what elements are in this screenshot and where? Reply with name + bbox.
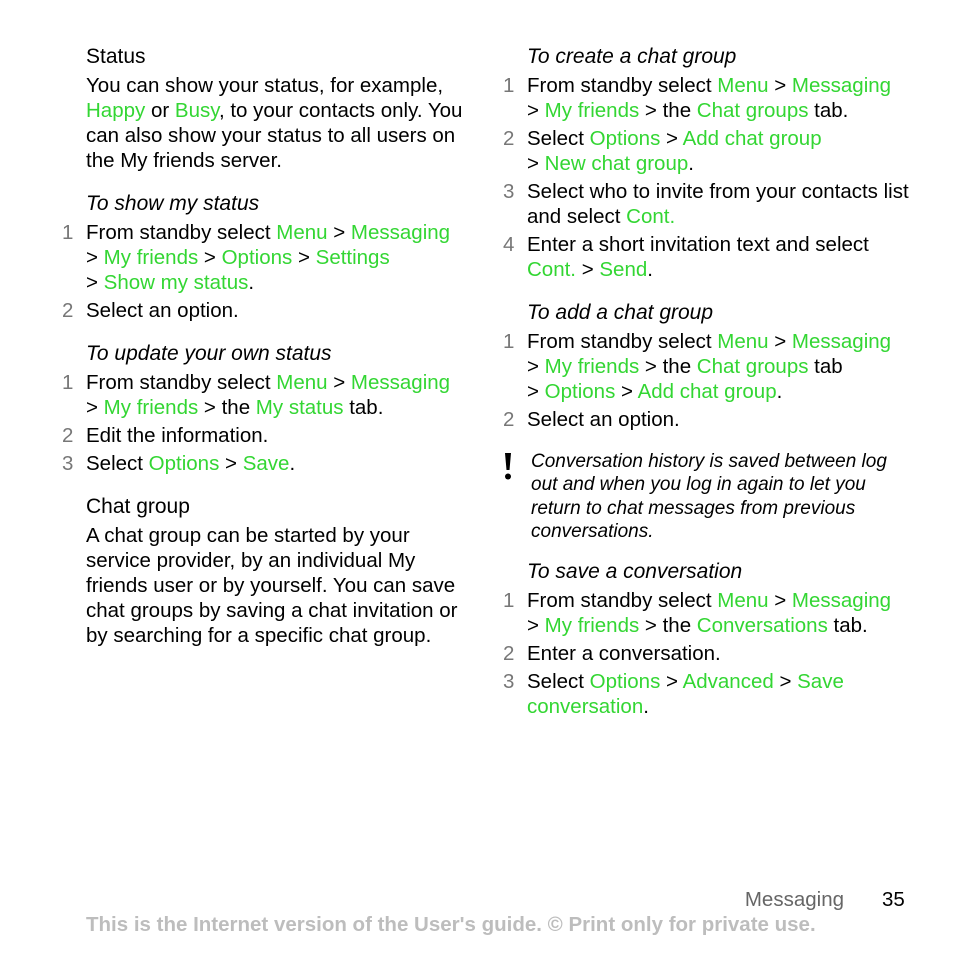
menu-path: Options [544,380,616,403]
menu-path: Chat groups [696,99,809,122]
menu-path: Messaging [791,330,892,353]
menu-path: Add chat group [682,127,822,150]
separator: > [660,127,683,150]
text: > the [639,355,697,378]
text: tab [808,355,843,378]
text: . [643,695,649,719]
text: . [647,258,653,281]
busy-link: Busy [174,99,219,122]
menu-path: Menu [276,371,328,394]
menu-path: Menu [276,221,328,244]
text: From standby select [527,589,718,613]
step [62,370,466,420]
separator: > [327,221,351,244]
text: From standby select [86,371,277,394]
separator: > [768,589,792,613]
menu-path: Cont. [626,205,676,228]
menu-path: Menu [717,330,769,353]
footer-disclaimer: This is the Internet version of the User's guide. © Print only for private use. [86,913,816,936]
separator: > [660,670,683,694]
menu-path: Show my status [103,271,249,294]
text: Select [527,670,590,694]
text: From standby select [527,74,718,97]
step-number: 1 [62,371,74,394]
add-group-section [503,300,917,432]
separator: > [327,371,351,394]
text: tab. [343,396,384,419]
step-number: 1 [503,74,515,97]
status-heading: Status [86,45,146,68]
step [503,126,917,176]
separator: > [527,380,545,403]
step-number: 2 [503,408,515,431]
create-group-steps [503,73,917,282]
separator: > [198,246,222,269]
menu-path: My friends [103,246,199,269]
step [62,451,466,476]
page-number: 35 [882,888,905,911]
step-number: 3 [503,180,515,203]
text: Select [86,452,149,475]
separator: > [527,99,545,122]
text: tab. [827,614,868,638]
update-status-section [62,341,466,476]
show-status-section [62,191,466,323]
text: Enter a short invitation text and select [527,233,869,256]
separator: > [292,246,316,269]
step [62,298,466,323]
menu-path: Settings [315,246,390,269]
create-group-title: To create a chat group [527,45,737,68]
text: Select an option. [527,408,680,431]
text: Select who to invite from your contacts list and select [527,180,909,228]
step [62,423,466,448]
footer-section-name: Messaging [744,888,844,911]
step-number: 2 [503,127,515,150]
menu-path: Save conversation [527,670,844,719]
menu-path: Messaging [350,371,451,394]
status-section [86,44,466,173]
separator: > [527,355,545,378]
step [503,73,917,123]
menu-path: My status [255,396,344,419]
menu-path: Conversations [696,614,828,638]
step [503,641,917,666]
separator: > [768,330,792,353]
text: . [289,452,296,475]
create-group-section [503,44,917,282]
note-box [531,450,917,543]
step-number: 3 [62,452,74,475]
step [503,329,917,404]
add-group-steps [503,329,917,432]
text: > the [639,99,697,122]
separator: > [576,258,600,281]
step-number: 4 [503,233,515,256]
menu-path: My friends [544,614,640,638]
step [62,220,466,295]
menu-path: My friends [103,396,199,419]
text: > the [198,396,256,419]
step [503,232,917,282]
step-number: 2 [62,299,74,322]
menu-path: Options [589,127,661,150]
text: Select [527,127,590,150]
text: Edit the information. [86,424,269,447]
show-status-steps [62,220,466,323]
text: Enter a conversation. [527,642,721,666]
text: You can show your status, for example, [86,74,444,97]
save-conversation-section [503,559,917,719]
separator: > [527,152,545,175]
text: > the [639,614,697,638]
step-number: 1 [503,589,515,613]
menu-path: Options [221,246,293,269]
save-conversation-steps [503,588,917,719]
chat-group-section [86,494,466,648]
text: or [145,99,175,122]
status-paragraph [86,73,466,173]
step-number: 1 [503,330,515,353]
step-number: 2 [503,642,515,666]
update-status-steps [62,370,466,476]
separator: > [773,670,798,694]
exclamation-icon [503,453,513,481]
chat-group-paragraph: A chat group can be started by your service provider, by an individual My friends user or by yourself. You can save chat groups by saving a chat invitation or by searching for a specific chat group. [86,524,458,647]
text: From standby select [86,221,277,244]
separator: > [768,74,792,97]
text: tab. [808,99,849,122]
menu-path: My friends [544,355,640,378]
left-column [62,44,466,666]
text: . [248,271,255,294]
menu-path: Options [148,452,220,475]
separator: > [86,246,104,269]
menu-path: Menu [717,589,769,613]
chat-group-heading: Chat group [86,495,190,518]
show-status-title: To show my status [86,192,260,215]
save-conversation-title: To save a conversation [527,560,743,584]
text: . [688,152,694,175]
menu-path: Cont. [527,258,576,281]
menu-path: Messaging [791,589,892,613]
separator: > [219,452,243,475]
menu-path: Send [599,258,648,281]
menu-path: Messaging [350,221,451,244]
text: Select an option. [86,299,239,322]
menu-path: Advanced [682,670,774,694]
menu-path: Options [589,670,661,694]
happy-link: Happy [86,99,146,122]
text: From standby select [527,330,718,353]
menu-path: New chat group [544,152,689,175]
separator: > [86,396,104,419]
menu-path: Chat groups [696,355,809,378]
step-number: 2 [62,424,74,447]
step-number: 1 [62,221,74,244]
separator: > [86,271,104,294]
menu-path: Menu [717,74,769,97]
menu-path: My friends [544,99,640,122]
update-status-title: To update your own status [86,342,332,365]
separator: > [615,380,638,403]
step-number: 3 [503,670,515,694]
add-group-title: To add a chat group [527,301,714,324]
right-column [503,44,917,737]
step [503,588,917,638]
text: , to your contacts only. You can also show your status to all users on the My friends server. [86,99,463,172]
step [503,407,917,432]
menu-path: Save [242,452,290,475]
menu-path: Add chat group [637,380,777,403]
menu-path: Messaging [791,74,892,97]
step [503,669,917,719]
text: . [776,380,783,403]
step [503,179,917,229]
separator: > [527,614,545,638]
note-text: Conversation history is saved between log out and when you log in again to let you return to chat messages from previous conversations. [531,451,887,542]
